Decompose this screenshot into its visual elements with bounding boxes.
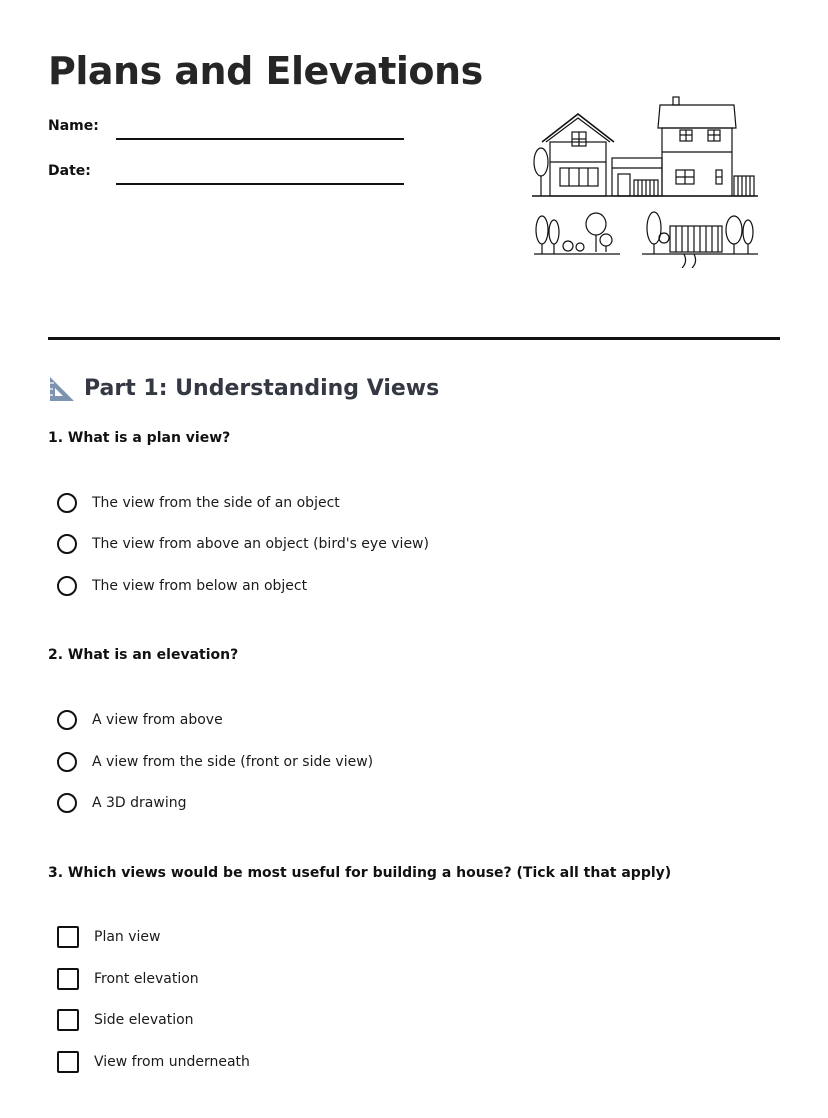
q1-option-2[interactable]: [57, 532, 429, 556]
option-label: Side elevation: [94, 1012, 194, 1028]
checkbox[interactable]: [57, 926, 79, 948]
option-label: Front elevation: [94, 971, 199, 987]
name-label: Name:: [48, 118, 99, 134]
date-field[interactable]: [116, 183, 404, 185]
radio-button[interactable]: [57, 534, 77, 554]
checkbox[interactable]: [57, 968, 79, 990]
option-label: A 3D drawing: [92, 795, 187, 811]
date-label: Date:: [48, 163, 91, 179]
set-square-icon: [48, 375, 76, 403]
radio-button[interactable]: [57, 793, 77, 813]
option-label: View from underneath: [94, 1054, 250, 1070]
radio-button[interactable]: [57, 493, 77, 513]
option-label: The view from above an object (bird's eye view): [92, 536, 429, 552]
q3-option-3[interactable]: [57, 1008, 194, 1032]
radio-button[interactable]: [57, 576, 77, 596]
question-3-text: 3. Which views would be most useful for building a house? (Tick all that apply): [48, 865, 672, 881]
q2-option-1[interactable]: [57, 708, 223, 732]
option-label: A view from the side (front or side view): [92, 754, 374, 770]
checkbox[interactable]: [57, 1051, 79, 1073]
q3-option-4[interactable]: [57, 1050, 250, 1074]
radio-button[interactable]: [57, 710, 77, 730]
option-label: The view from below an object: [92, 578, 308, 594]
section-title: Part 1: Understanding Views: [84, 376, 440, 401]
q3-option-1[interactable]: [57, 925, 160, 949]
question-1-text: 1. What is a plan view?: [48, 430, 231, 446]
option-label: Plan view: [94, 929, 161, 945]
page-title: Plans and Elevations: [48, 49, 483, 93]
house-illustration: [528, 92, 760, 268]
q1-option-3[interactable]: [57, 574, 307, 598]
radio-button[interactable]: [57, 752, 77, 772]
section-divider: [48, 337, 780, 340]
q2-option-2[interactable]: [57, 750, 373, 774]
option-label: The view from the side of an object: [92, 495, 340, 511]
section-heading: [48, 374, 439, 404]
checkbox[interactable]: [57, 1009, 79, 1031]
q3-option-2[interactable]: [57, 967, 199, 991]
question-2-text: 2. What is an elevation?: [48, 647, 239, 663]
q1-option-1[interactable]: [57, 491, 340, 515]
q2-option-3[interactable]: [57, 791, 187, 815]
option-label: A view from above: [92, 712, 223, 728]
name-field[interactable]: [116, 138, 404, 140]
